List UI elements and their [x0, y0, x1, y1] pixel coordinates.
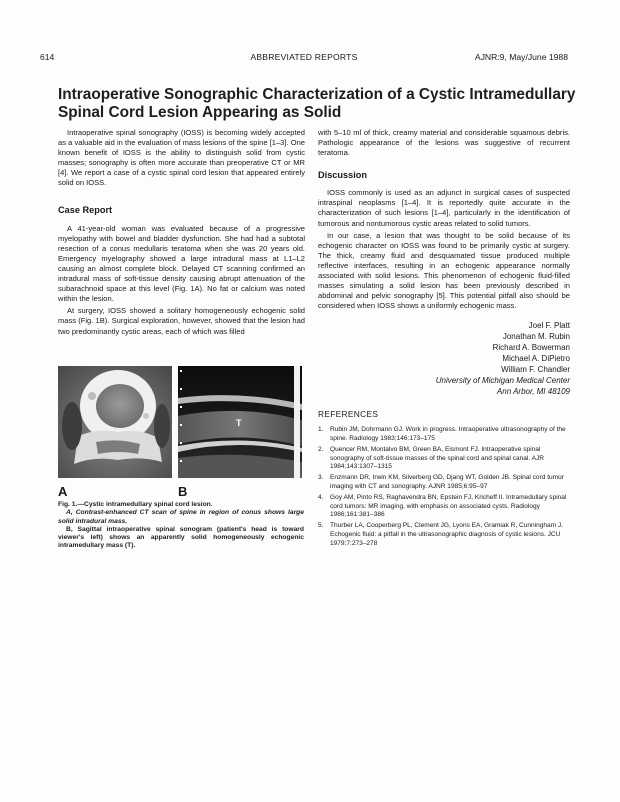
left-column [58, 128, 305, 337]
caption-b: B, Sagittal intraoperative spinal sonogram (patient's head is toward viewer's left) shows an apparently solid homogeneously echogenic intramedullary mass (T). [58, 525, 304, 550]
reference-item: 5. Thurber LA, Cooperberg PL, Clement JG, Lyons EA, Gramiak R, Cunningham J. Echogenic fluid: a pitfall in the ultrasonographic diagnosis of cystic lesions. JCU 1979;7:273–278 [318, 522, 564, 547]
author-block [318, 320, 570, 397]
case-report-paragraph-1: A 41-year-old woman was evaluated because of a progressive myelopathy with bowel and bladder dysfunction. She had had a subtotal resection of a conus medullaris teratoma when she was 20 years old. Emergency myelography showed a large intradural mass at L1–L2 causing an almost complete block. Delayed CT scanning confirmed an intradural mass of soft-tissue density causing abrupt attenuation of the subarachnoid space at this level (Fig. 1A). No fat or calcium was noted within the lesion. [58, 223, 305, 304]
case-report-paragraph-2: At surgery, IOSS showed a solitary homogeneously echogenic solid mass (Fig. 1B). Surgical exploration, however, showed that the lesion had two predominantly cystic areas, each of which was filled [58, 306, 305, 336]
author-name: Michael A. DiPietro [502, 354, 570, 364]
author-name: Joel F. Platt [528, 321, 570, 331]
caption-a: A, Contrast-enhanced CT scan of spine in region of conus shows large solid intradural mass. [58, 509, 304, 525]
references-list [318, 426, 570, 548]
discussion-paragraph-1: IOSS commonly is used as an adjunct in surgical cases of suspected intraspinal neoplasms [1–4]. It is reportedly quite accurate in the characterization of such lesions [1–4], particularly in the identification of tumorous and nontumorous cystic areas related to solid tumors. [318, 188, 570, 228]
author-name: William F. Chandler [501, 365, 570, 375]
intro-paragraph: Intraoperative spinal sonography (IOSS) is becoming widely accepted as a valuable aid in the evaluation of mass lesions of the spine [1–3]. One known benefit of IOSS is the ability to distinguish solid from cystic masses; sonography is often more accurate than preoperative CT or MR [4]. We report a case of a cystic spinal cord lesion that appeared entirely solid on IOSS. [58, 128, 305, 188]
caption-title: Fig. 1.—Cystic intramedullary spinal cord lesion. [58, 501, 213, 508]
sonogram-image [178, 366, 302, 478]
affiliation-institution: University of Michigan Medical Center [435, 376, 570, 386]
tumor-marker: T [236, 418, 242, 428]
reference-item: 2. Quencer RM, Montalvo BM, Green BA, Eismont FJ. Intraoperative spinal sonography of soft-tissue masses of the spinal cord and spinal canal. AJR 1984;143:1307–1315 [318, 446, 544, 471]
running-header [40, 52, 568, 64]
discussion-paragraph-2: In our case, a lesion that was thought to be solid because of its echogenic character on IOSS was found to be primarily cystic at surgery. The thick, creamy fluid and desquamated tissue produced multiple reflective interfaces, resulting in an echogenic appearance normally associated with solid lesions. This phenomenon of echogenic fluid-filled masses simulating a solid lesion has been previously described in abdominal and pelvic sonography [5]. This potential pitfall also should be considered when IOSS shows a uniformly echogenic mass. [318, 230, 570, 311]
section-name: ABBREVIATED REPORTS [250, 52, 358, 62]
case-report-continuation: with 5–10 ml of thick, creamy material and considerable squamous debris. Pathologic appearance of the lesions was suggestive of recurrent teratoma. [318, 128, 570, 158]
figure-label-a: A [58, 484, 68, 499]
reference-item: 4. Goy AM, Pinto RS, Raghavendra BN, Epstein FJ, Kricheff II. Intramedullary spinal cord tumors: MR imaging, with emphasis on associated cysts. Radiology 1986;161:381–386 [318, 493, 567, 519]
reference-item: 3. Enzmann DR, Irwin KM, Silverberg GD, Djang WT, Golden JB. Spinal cord tumor imaging with CT and sonography. AJNR 1985;6:95–97 [318, 474, 564, 490]
figure-caption [58, 501, 304, 551]
page-number: 614 [40, 52, 55, 62]
case-report-heading: Case Report [58, 204, 113, 215]
ct-scan-image [58, 366, 172, 478]
affiliation-location: Ann Arbor, MI 48109 [496, 387, 570, 397]
journal-citation: AJNR:9, May/June 1988 [474, 52, 568, 62]
right-column [318, 128, 570, 550]
author-name: Jonathan M. Rubin [502, 332, 570, 342]
discussion-heading: Discussion [318, 170, 368, 181]
author-name: Richard A. Bowerman [492, 343, 570, 353]
article-title: Intraoperative Sonographic Characterization of a Cystic Intramedullary Spinal Cord Lesion Appearing as Solid [58, 86, 576, 121]
figure-label-b: B [178, 484, 188, 499]
reference-item: 1. Rubin JM, Dohrmann GJ. Work in progress. Intraoperative ultrasonography of the spine. Radiology 1983;146:173–175 [318, 426, 566, 443]
references-heading: REFERENCES [318, 409, 379, 420]
figure-1 [58, 366, 302, 478]
